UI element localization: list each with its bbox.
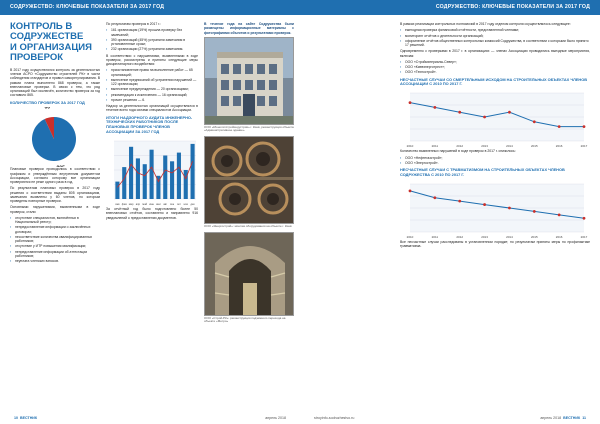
right-list-item: ▪ мониторинг отчётов о деятельности организаций;: [400, 34, 590, 38]
x-tick-label: 2011: [431, 144, 439, 149]
right-list-2: [400, 60, 590, 75]
x-tick-label: 2016: [555, 234, 563, 239]
paragraph-2: Плановые проверки проводились в соответствии с графиком и утверждённым внутренним документом Ассоциации, согласно которому все организации проверяются не реже одного раза в год.: [10, 167, 100, 185]
x-tick-label: сен: [169, 203, 175, 206]
photo-caption-2: ООО «Энергострой»: монтаж оборудования на объекте г. Киев: [204, 223, 292, 228]
mid-paragraph-4: За отчётный год было подготовлено более 50 внеплановых отчётов, составлено и направлено 916 уведомлений о предоставлении документов.: [106, 207, 198, 220]
x-tick-label: 2011: [431, 234, 439, 239]
result-item: ▪ 390 организаций (45%) устранили замечания в установленные сроки;: [106, 38, 198, 47]
data-point: [508, 206, 511, 209]
pie-label: 60: [44, 107, 51, 112]
column-2: [106, 22, 198, 408]
photo-lead-paragraph: В течение года на сайте Содружества были размещены информационные материалы с фотографиями объектов и результатами проверок.: [204, 22, 294, 35]
right-list-item: ▪ ежегодная проверка финансовой отчётности, представленной членами;: [400, 28, 590, 32]
data-point: [533, 121, 536, 124]
chart1-title: КОЛИЧЕСТВО ПРОВЕРОК ЗА 2017 ГОД: [10, 99, 85, 105]
result-item: ▪ 232 организации (27%) устранили замечания.: [106, 47, 198, 51]
right-list-item: ▪ ООО «Киевэнерготрест»;: [400, 65, 590, 69]
violation-item: ▪ непредставление информации об аттестации работников;: [10, 250, 100, 259]
x-tick-label: июн: [149, 203, 154, 206]
data-point: [409, 189, 412, 192]
chart3-title: НЕСЧАСТНЫЕ СЛУЧАИ СО СМЕРТЕЛЬНЫМ ИСХОДОМ НА СТРОИТЕЛЬНЫХ ОБЪЕКТАХ ЧЛЕНОВ АССОЦИАЦИИ С 2010 ПО 2017 Г.: [400, 76, 588, 87]
data-point: [483, 116, 486, 119]
data-point: [483, 203, 486, 206]
page-number-right: 11: [582, 416, 586, 420]
mid-paragraph-2: В соответствии с нарушениями, выявленными в ходе проверок, рассмотрены и приняты следующие меры дисциплинарного воздействия:: [106, 53, 198, 66]
page-number-left: 10: [14, 416, 18, 420]
paragraph-4: Основными нарушениями, выявленными в ходе проверок, стали:: [10, 205, 100, 214]
right-list-item: ▪ ООО «Энергострой».: [400, 161, 590, 165]
bar: [122, 167, 126, 199]
data-point: [433, 196, 436, 199]
bar: [115, 182, 119, 199]
violation-item: ▪ отсутствие у ИТР повышения квалификации;: [10, 244, 100, 248]
x-tick-label: 2012: [456, 144, 464, 149]
mid-paragraph-3: Надзор за деятельностью организаций осуществлялся в течение всего года силами специалистов Ассоциации.: [106, 104, 198, 113]
x-tick-label: янв: [115, 203, 120, 206]
violation-item: ▪ неуплата членских взносов.: [10, 259, 100, 263]
column-3: [204, 22, 294, 408]
measure-item: ▪ приостановление права на выполнение работ — 65 организаций;: [106, 68, 198, 77]
page-header-right: СОДРУЖЕСТВО: КЛЮЧЕВЫЕ ПОКАЗАТЕЛИ ЗА 2017 ГОД: [300, 0, 600, 15]
violations-list: [10, 216, 100, 264]
right-list-item: ▪ ООО «Технострой».: [400, 70, 590, 74]
x-tick-label: 2013: [481, 234, 488, 239]
x-tick-label: май: [142, 203, 148, 206]
x-tick-label: 2017: [580, 144, 588, 149]
result-item: ▪ 161 организация (19%) прошла проверку без замечаний;: [106, 28, 198, 37]
footer-issue-right: апрель 2018: [540, 416, 562, 420]
measure-item: ▪ вынесение предупреждения — 20 организациям;: [106, 87, 198, 91]
data-point: [558, 125, 561, 128]
violation-item: ▪ несоответствие количества квалифицированных работников;: [10, 235, 100, 244]
chart-fatal-accidents: [400, 89, 590, 149]
x-tick-label: 2010: [406, 234, 414, 239]
measures-list: [106, 68, 198, 102]
chart-injury-accidents: [400, 180, 590, 240]
title-line-2: И ОРГАНИЗАЦИЯ ПРОВЕРОК: [10, 41, 92, 64]
photo-equipment: [204, 136, 294, 224]
right-list-item: ▪ ООО «Нефтегазстрой»;: [400, 156, 590, 160]
bar: [136, 158, 140, 199]
violation-item: ▪ непредоставление информации о заключённых договорах;: [10, 225, 100, 234]
bar: [150, 150, 154, 199]
right-column: [400, 22, 590, 408]
measure-item: ▪ прочие решения — 6.: [106, 98, 198, 102]
mid-paragraph-1: По результатам проверок в 2017 г.:: [106, 22, 161, 26]
right-list-3: [400, 156, 590, 166]
x-tick-label: 2014: [506, 234, 513, 239]
data-point: [533, 210, 536, 213]
x-tick-label: 2014: [506, 144, 513, 149]
x-tick-label: ноя: [183, 203, 188, 206]
photo-building: [204, 37, 294, 125]
data-point: [583, 125, 586, 128]
right-paragraph-2: Одновременно с проверками в 2017 г. в организациях — членах Ассоциации проводились выездные мероприятия, включая:: [400, 49, 590, 58]
x-tick-label: фев: [121, 203, 127, 206]
photo-tunnel: [204, 232, 294, 316]
pie-label: [57, 166, 66, 168]
x-tick-label: окт: [177, 203, 181, 206]
measure-item: ▪ вынесение предписаний об устранении нарушений — 122 организации;: [106, 78, 198, 87]
bar: [191, 144, 195, 199]
right-paragraph-3: Количество выявленных нарушений в ходе проверок в 2017 г. снизилось:: [400, 149, 516, 154]
footer-brand-left: ВЕСТНИК: [20, 416, 38, 420]
bar: [177, 153, 181, 199]
violation-item: ▪ отсутствие специалистов, включённых в Национальный реестр;: [10, 216, 100, 225]
right-paragraph-4: Все несчастные случаи расследованы в установленном порядке; по результатам приняты меры по профилактике травматизма.: [400, 239, 590, 248]
data-point: [458, 199, 461, 202]
bar: [143, 164, 147, 199]
x-tick-label: 2015: [530, 144, 538, 149]
right-list-item: ▪ ООО «Стройматериалы-Север»;: [400, 60, 590, 64]
right-list-item: ▪ оформление отчётов общественных контрольных комиссий Содружества, в соответствии с которыми было принято 17 решений.: [400, 39, 590, 48]
bar: [163, 156, 167, 200]
footer-brand-right: ВЕСТНИК: [563, 416, 581, 420]
x-tick-label: дек: [190, 203, 195, 206]
footer-site-right: stroyinfo-sodruzhestvo.ru: [314, 416, 355, 420]
chart2-title: ИТОГИ НАДЗОРНОГО АУДИТА ИНЖЕНЕРНО-ТЕХНИЧЕСКИХ РАБОТНИКОВ ПОСЛЕ ПЛАНОВЫХ ПРОВЕРОК ЧЛЕНОВ АССОЦИАЦИИ ЗА 2017 ГОД: [106, 114, 193, 135]
x-tick-label: апр: [135, 203, 141, 206]
page-footer-left: [0, 413, 300, 424]
measure-item: ▪ рекомендация к исключению — 16 организаций;: [106, 93, 198, 97]
data-point: [409, 101, 412, 104]
x-tick-label: 2010: [406, 144, 414, 149]
paragraph-3: По результатам плановых проверок в 2017 году решения о соответствии выданы 805 организациям, замечания выявлены у 60 членов, по которым проведены повторные проверки.: [10, 186, 100, 204]
intro-paragraph: В 2017 году осуществлялся контроль за деятельностью членов АСРО «Содружество строителей РК» в части соблюдения стандартов и правил саморегулирования. В рамках плана выполнено 868 проверок, а также внеплановые проверки. В связи с тем, что ряд организаций был исключён, количество проверок за год составило 865.: [10, 67, 100, 98]
data-point: [558, 213, 561, 216]
data-point: [458, 111, 461, 114]
bar: [170, 161, 174, 199]
footer-issue-left: апрель 2018: [265, 416, 286, 420]
photo-caption-1: ООО «Монолитстройиндустрия» г. Киев, реконструкция объекта «Административное здание»: [204, 124, 294, 133]
x-tick-label: 2013: [481, 144, 488, 149]
bar: [129, 147, 133, 199]
right-page: [300, 0, 600, 424]
data-point: [508, 111, 511, 114]
chart-audit-bars: [106, 137, 198, 207]
chart4-title: НЕСЧАСТНЫЕ СЛУЧАИ С ТРАВМАТИЗМОМ НА СТРОИТЕЛЬНЫХ ОБЪЕКТАХ ЧЛЕНОВ СОДРУЖЕСТВА С 2010 ПО 2017 Г.: [400, 167, 565, 177]
x-tick-label: мар: [128, 203, 134, 206]
x-tick-label: 2015: [530, 234, 538, 239]
page-footer-right: [300, 413, 600, 424]
right-list-1: [400, 28, 590, 47]
title-line-1: КОНТРОЛЬ В СОДРУЖЕСТВЕ: [10, 22, 84, 43]
article-title: [10, 22, 100, 64]
page-header-left: СОДРУЖЕСТВО: КЛЮЧЕВЫЕ ПОКАЗАТЕЛИ ЗА 2017 ГОД: [0, 0, 300, 15]
photo-caption-3: ООО «Строй-РК»: реконструкция подземного перехода на объекте «Метро»: [204, 315, 286, 324]
column-1: [10, 22, 100, 408]
x-tick-label: июл: [155, 203, 161, 206]
data-point: [433, 106, 436, 109]
x-tick-label: 2017: [580, 234, 588, 239]
chart-inspections-pie: [10, 107, 98, 167]
data-point: [583, 217, 586, 220]
x-tick-label: 2016: [555, 144, 563, 149]
x-tick-label: авг: [163, 203, 168, 206]
results-list: [106, 28, 198, 51]
x-tick-label: 2012: [456, 234, 464, 239]
right-paragraph-1: В рамках реализации контрольных полномочий в 2017 году отделом контроля осуществлялось следующее:: [400, 22, 571, 26]
